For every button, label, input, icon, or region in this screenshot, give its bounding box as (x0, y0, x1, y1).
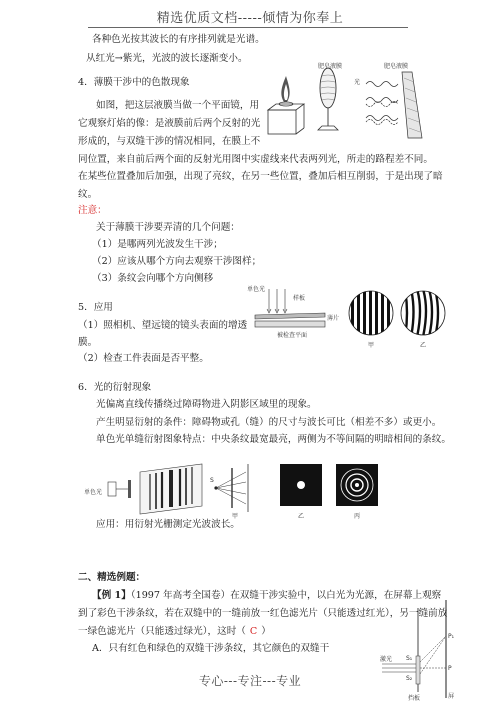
thin-film-figure (262, 58, 430, 140)
section-4-para-line-5: 在某些位置叠加后加强，出现了亮纹，在另一些位置，叠加后相互削弱，于是出现了暗 (78, 171, 443, 182)
single-slit (128, 480, 131, 498)
light-label: 光 (354, 79, 361, 86)
board-label: 挡板 (408, 695, 421, 702)
laser-label: 激光 (380, 656, 393, 663)
section-4-para-line-4: 同位置，来自前后两个面的反射光用图中实虚线来代表两列光，所走的路程差不同。 (78, 154, 433, 165)
test-plane (255, 321, 325, 327)
diffraction-figure (84, 458, 384, 520)
section-5-heading: 5．应用 (78, 302, 113, 313)
header-rule (88, 27, 408, 28)
note-item-2: （2）应该从哪个方向去观察干涉图样； (92, 256, 262, 267)
p-label: P (448, 665, 452, 672)
mono-light-label: 单色光 (247, 286, 266, 293)
source-s-label: S (210, 477, 214, 484)
soap-film-label-a: 肥皂液膜 (318, 63, 343, 70)
film-label: 薄片 (327, 315, 340, 322)
example-1-label: 【例 1】 (92, 590, 131, 601)
note-item-3: （3）条纹会向哪个方向侧移 (92, 273, 214, 284)
sample-label: 样板 (293, 295, 306, 302)
soap-film-label-b: 肥皂液膜 (384, 63, 409, 70)
note-label: 注意： (78, 205, 107, 216)
intro-line-2: 从红光→紫光，光波的波长逐渐变小。 (86, 53, 248, 64)
note-item-1: （1）是哪两列光波发生干涉； (92, 239, 223, 250)
section-4-para-line-2: 它观察灯焰的像：是液膜前后两个反射的光 (78, 118, 261, 129)
film-wedge (402, 72, 422, 138)
page-footer: 专心---专注---专业 (198, 674, 302, 688)
plane-label: 被检查平面 (277, 332, 308, 339)
burner-top (268, 104, 304, 110)
example-1-line-2: 到了彩色干涉条纹，若在双缝中的一缝前放一红色滤光片（只能透过红光），另一缝前放 (78, 608, 448, 619)
section-4-para-line-3: 形成的，与双缝干涉的情况相同，在膜上不 (78, 136, 261, 147)
light-source-box (108, 482, 116, 496)
example-1-line-3: 一绿色滤光片（只能透过绿光），这时（ C ） (78, 626, 271, 637)
section-6-heading: 6．光的衍射现象 (78, 382, 152, 393)
diffraction-label-yi: 乙 (298, 513, 305, 520)
section-6-line-3: 单色光单缝衍射图象特点：中央条纹最宽最亮，两侧为不等间隔的明暗相间的条纹。 (96, 434, 451, 445)
diffraction-light-label: 单色光 (84, 489, 103, 496)
note-intro: 关于薄膜干涉要弄清的几个问题： (96, 222, 240, 233)
section-6-application: 应用：用衍射光栅测定光波波长。 (96, 519, 240, 530)
page-header: 精选优质文档-----倾情为你奉上 (156, 11, 344, 26)
section-6-line-1: 光偏离直线传播绕过障碍物进入阴影区域里的现象。 (96, 399, 317, 410)
examples-heading: 二、精选例题： (78, 572, 146, 583)
example-1-option-a: A．只有红色和绿色的双缝干涉条纹，其它颜色的双缝干 (92, 643, 330, 654)
screen-label: 屏 (448, 693, 455, 700)
s1-label: S₁ (406, 655, 413, 662)
diffraction-label-bing: 丙 (354, 513, 361, 520)
section-5-item-1-line-1: （1）照相机、望远镜的镜头表面的增透 (78, 320, 248, 331)
section-6-line-2: 产生明显衍射的条件：障碍物或孔（缝）的尺寸与波长可比（相差不多）或更小。 (96, 417, 442, 428)
fringe-label-jia: 甲 (368, 342, 375, 349)
p1-label: P₁ (448, 633, 455, 640)
soap-film-frame (320, 68, 336, 108)
intro-line-1: 各种色光按其波长的有序排列就是光谱。 (92, 34, 265, 45)
burner-box (268, 110, 296, 134)
section-4-para-line-6: 纹。 (78, 189, 98, 200)
section-4-heading: 4．薄膜干涉中的色散现象 (78, 77, 190, 88)
example-1-line-1-text: （1997 年高考全国卷）在双缝干涉实验中，以白光为光源，在屏幕上观察 (130, 590, 442, 601)
flatness-check-figure (247, 283, 447, 355)
fringe-label-yi: 乙 (420, 342, 427, 349)
example-1-answer: C (249, 626, 258, 637)
sample-plate (255, 313, 325, 319)
section-5-item-1-line-2: 膜。 (78, 337, 98, 348)
diffraction-label-jia: 甲 (232, 513, 239, 520)
section-4-para-line-1: 如图，把这层液膜当做一个平面镜，用 (96, 100, 260, 111)
s2-label: S₂ (406, 675, 413, 682)
section-5-item-2: （2）检查工件表面是否平整。 (78, 353, 209, 364)
